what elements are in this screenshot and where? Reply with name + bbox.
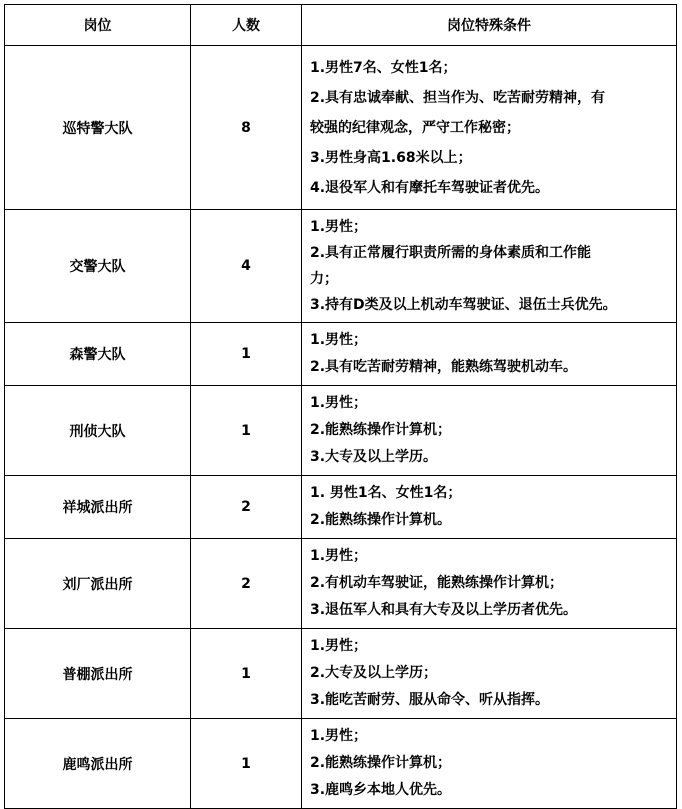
table-row <box>5 210 677 323</box>
table-row <box>5 323 677 386</box>
position-cell: 森警大队 <box>5 323 191 386</box>
condition-line: 1.男性； <box>310 332 368 348</box>
header-position: 岗位 <box>5 5 191 46</box>
condition-line: 2.具有吃苦耐劳精神，能熟练驾驶机动车。 <box>310 359 578 375</box>
conditions-cell <box>302 629 677 719</box>
condition-line: 3.鹿鸣乡本地人优先。 <box>310 782 452 798</box>
condition-line: 3.男性身高1.68米以上； <box>310 149 472 166</box>
condition-line: 2.能熟练操作计算机。 <box>310 512 452 528</box>
position-cell: 交警大队 <box>5 210 191 323</box>
conditions-cell <box>302 539 677 629</box>
count-cell: 4 <box>191 210 302 323</box>
header-row <box>5 5 677 46</box>
count-cell: 1 <box>191 386 302 476</box>
condition-line: 3.持有D类及以上机动车驾驶证、退伍士兵优先。 <box>310 297 617 313</box>
position-cell: 刘厂派出所 <box>5 539 191 629</box>
condition-line: 1.男性7名、女性1名； <box>310 59 457 76</box>
condition-line: 2.有机动车驾驶证，能熟练操作计算机； <box>310 575 564 591</box>
condition-line: 2.能熟练操作计算机； <box>310 422 452 438</box>
condition-line: 1.男性； <box>310 395 368 411</box>
conditions-cell <box>302 210 677 323</box>
conditions-cell <box>302 386 677 476</box>
conditions-cell <box>302 476 677 539</box>
condition-line: 较强的纪律观念，严守工作秘密； <box>310 119 520 136</box>
condition-line: 2.能熟练操作计算机； <box>310 755 452 771</box>
count-cell: 1 <box>191 323 302 386</box>
count-cell: 2 <box>191 476 302 539</box>
table-row <box>5 629 677 719</box>
count-cell: 1 <box>191 629 302 719</box>
position-cell: 鹿鸣派出所 <box>5 719 191 809</box>
header-count: 人数 <box>191 5 302 46</box>
condition-line: 2.具有正常履行职责所需的身体素质和工作能 <box>310 245 592 261</box>
position-cell: 刑侦大队 <box>5 386 191 476</box>
condition-line: 2.大专及以上学历； <box>310 665 438 681</box>
condition-line: 1.男性； <box>310 548 368 564</box>
header-conditions: 岗位特殊条件 <box>302 5 677 46</box>
count-cell: 1 <box>191 719 302 809</box>
count-cell: 8 <box>191 46 302 210</box>
condition-line: 3.能吃苦耐劳、服从命令、听从指挥。 <box>310 692 550 708</box>
count-cell: 2 <box>191 539 302 629</box>
table-row <box>5 476 677 539</box>
condition-line: 1.男性； <box>310 728 368 744</box>
condition-line: 4.退役军人和有摩托车驾驶证者优先。 <box>310 179 550 196</box>
condition-line: 3.退伍军人和具有大专及以上学历者优先。 <box>310 602 578 618</box>
condition-line: 1. 男性1名、女性1名； <box>310 485 462 501</box>
table-row <box>5 386 677 476</box>
table-row <box>5 719 677 809</box>
position-cell: 祥城派出所 <box>5 476 191 539</box>
position-cell: 巡特警大队 <box>5 46 191 210</box>
condition-line: 3.大专及以上学历。 <box>310 449 438 465</box>
conditions-cell <box>302 323 677 386</box>
condition-line: 力； <box>310 271 338 287</box>
recruitment-table <box>4 4 677 809</box>
table-row <box>5 46 677 210</box>
conditions-cell <box>302 719 677 809</box>
condition-line: 1.男性； <box>310 219 368 235</box>
position-cell: 普棚派出所 <box>5 629 191 719</box>
table-row <box>5 539 677 629</box>
conditions-cell <box>302 46 677 210</box>
condition-line: 2.具有忠诚奉献、担当作为、吃苦耐劳精神，有 <box>310 89 606 106</box>
condition-line: 1.男性； <box>310 638 368 654</box>
